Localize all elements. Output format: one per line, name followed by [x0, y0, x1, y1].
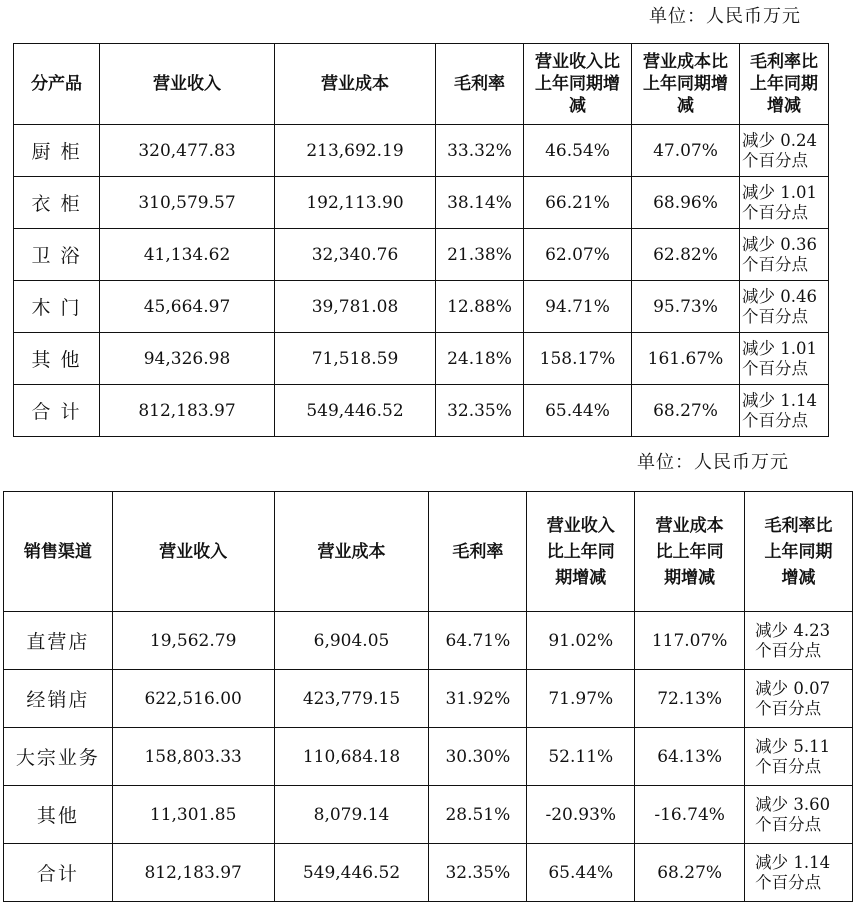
revenue-change-cell: 62.07% — [524, 229, 632, 281]
header-cost: 营业成本 — [274, 492, 429, 612]
row-name-cell: 卫 浴 — [14, 229, 100, 281]
cost-change-cell: 64.13% — [635, 728, 745, 786]
table-row — [4, 844, 853, 902]
revenue-change-cell: 94.71% — [524, 281, 632, 333]
header-margin: 毛利率 — [429, 492, 527, 612]
margin-change-cell: 减少 1.14 个百分点 — [745, 844, 853, 902]
cost-change-cell: -16.74% — [635, 786, 745, 844]
margin-cell: 32.35% — [436, 385, 524, 437]
revenue-change-cell: 46.54% — [524, 125, 632, 177]
revenue-cell: 812,183.97 — [112, 844, 274, 902]
revenue-cell: 320,477.83 — [100, 125, 275, 177]
margin-change-cell: 减少 0.24 个百分点 — [740, 125, 829, 177]
revenue-change-cell: 158.17% — [524, 333, 632, 385]
revenue-cell: 310,579.57 — [100, 177, 275, 229]
margin-cell: 32.35% — [429, 844, 527, 902]
margin-cell: 12.88% — [436, 281, 524, 333]
unit-label-channel: 单位：人民币万元 — [637, 452, 789, 473]
revenue-change-cell: -20.93% — [527, 786, 635, 844]
margin-change-cell: 减少 1.14 个百分点 — [740, 385, 829, 437]
revenue-cell: 19,562.79 — [112, 612, 274, 670]
table-row — [4, 612, 853, 670]
cost-cell: 71,518.59 — [275, 333, 436, 385]
table-row — [14, 385, 829, 437]
margin-change-cell: 减少 4.23 个百分点 — [745, 612, 853, 670]
margin-cell: 21.38% — [436, 229, 524, 281]
row-name-cell: 合计 — [4, 844, 113, 902]
margin-change-cell: 减少 0.46 个百分点 — [740, 281, 829, 333]
cost-change-cell: 62.82% — [632, 229, 740, 281]
row-name-cell: 合 计 — [14, 385, 100, 437]
header-cost-change: 营业成本比 上年同期增 减 — [632, 44, 740, 125]
table-row — [14, 281, 829, 333]
cost-change-cell: 68.27% — [632, 385, 740, 437]
cost-change-cell: 72.13% — [635, 670, 745, 728]
header-margin: 毛利率 — [436, 44, 524, 125]
header-cost: 营业成本 — [275, 44, 436, 125]
margin-change-cell: 减少 0.36 个百分点 — [740, 229, 829, 281]
table-row — [4, 786, 853, 844]
cost-cell: 213,692.19 — [275, 125, 436, 177]
cost-change-cell: 117.07% — [635, 612, 745, 670]
cost-cell: 549,446.52 — [275, 385, 436, 437]
header-revenue: 营业收入 — [112, 492, 274, 612]
cost-change-cell: 95.73% — [632, 281, 740, 333]
header-revenue-change: 营业收入 比上年同 期增减 — [527, 492, 635, 612]
revenue-change-cell: 52.11% — [527, 728, 635, 786]
header-margin-change: 毛利率比 上年同期 增减 — [740, 44, 829, 125]
row-name-cell: 其 他 — [14, 333, 100, 385]
revenue-cell: 45,664.97 — [100, 281, 275, 333]
table-row — [4, 728, 853, 786]
cost-cell: 6,904.05 — [274, 612, 429, 670]
table-row — [14, 333, 829, 385]
revenue-cell: 622,516.00 — [112, 670, 274, 728]
margin-change-cell: 减少 0.07 个百分点 — [745, 670, 853, 728]
margin-cell: 28.51% — [429, 786, 527, 844]
product-table — [13, 43, 829, 437]
cost-change-cell: 68.96% — [632, 177, 740, 229]
revenue-change-cell: 71.97% — [527, 670, 635, 728]
revenue-cell: 94,326.98 — [100, 333, 275, 385]
header-channel: 销售渠道 — [4, 492, 113, 612]
cost-cell: 192,113.90 — [275, 177, 436, 229]
revenue-change-cell: 65.44% — [524, 385, 632, 437]
margin-cell: 31.92% — [429, 670, 527, 728]
header-revenue-change: 营业收入比 上年同期增 减 — [524, 44, 632, 125]
margin-cell: 24.18% — [436, 333, 524, 385]
revenue-change-cell: 65.44% — [527, 844, 635, 902]
row-name-cell: 其他 — [4, 786, 113, 844]
margin-cell: 30.30% — [429, 728, 527, 786]
cost-cell: 39,781.08 — [275, 281, 436, 333]
unit-label-product: 单位：人民币万元 — [649, 6, 801, 27]
table-row — [14, 125, 829, 177]
margin-cell: 33.32% — [436, 125, 524, 177]
header-revenue: 营业收入 — [100, 44, 275, 125]
margin-change-cell: 减少 1.01 个百分点 — [740, 177, 829, 229]
revenue-cell: 812,183.97 — [100, 385, 275, 437]
row-name-cell: 木 门 — [14, 281, 100, 333]
revenue-change-cell: 66.21% — [524, 177, 632, 229]
revenue-cell: 41,134.62 — [100, 229, 275, 281]
revenue-change-cell: 91.02% — [527, 612, 635, 670]
margin-change-cell: 减少 3.60 个百分点 — [745, 786, 853, 844]
channel-header-row — [4, 492, 853, 612]
row-name-cell: 经销店 — [4, 670, 113, 728]
header-margin-change: 毛利率比 上年同期 增减 — [745, 492, 853, 612]
cost-cell: 32,340.76 — [275, 229, 436, 281]
cost-cell: 110,684.18 — [274, 728, 429, 786]
row-name-cell: 直营店 — [4, 612, 113, 670]
cost-cell: 8,079.14 — [274, 786, 429, 844]
table-row — [14, 177, 829, 229]
revenue-cell: 11,301.85 — [112, 786, 274, 844]
cost-change-cell: 68.27% — [635, 844, 745, 902]
cost-cell: 423,779.15 — [274, 670, 429, 728]
margin-cell: 38.14% — [436, 177, 524, 229]
margin-change-cell: 减少 5.11 个百分点 — [745, 728, 853, 786]
cost-cell: 549,446.52 — [274, 844, 429, 902]
table-row — [14, 229, 829, 281]
margin-cell: 64.71% — [429, 612, 527, 670]
header-product: 分产品 — [14, 44, 100, 125]
margin-change-cell: 减少 1.01 个百分点 — [740, 333, 829, 385]
row-name-cell: 大宗业务 — [4, 728, 113, 786]
table-row — [4, 670, 853, 728]
channel-table — [3, 491, 853, 902]
row-name-cell: 厨 柜 — [14, 125, 100, 177]
product-header-row — [14, 44, 829, 125]
cost-change-cell: 47.07% — [632, 125, 740, 177]
revenue-cell: 158,803.33 — [112, 728, 274, 786]
row-name-cell: 衣 柜 — [14, 177, 100, 229]
cost-change-cell: 161.67% — [632, 333, 740, 385]
header-cost-change: 营业成本 比上年同 期增减 — [635, 492, 745, 612]
